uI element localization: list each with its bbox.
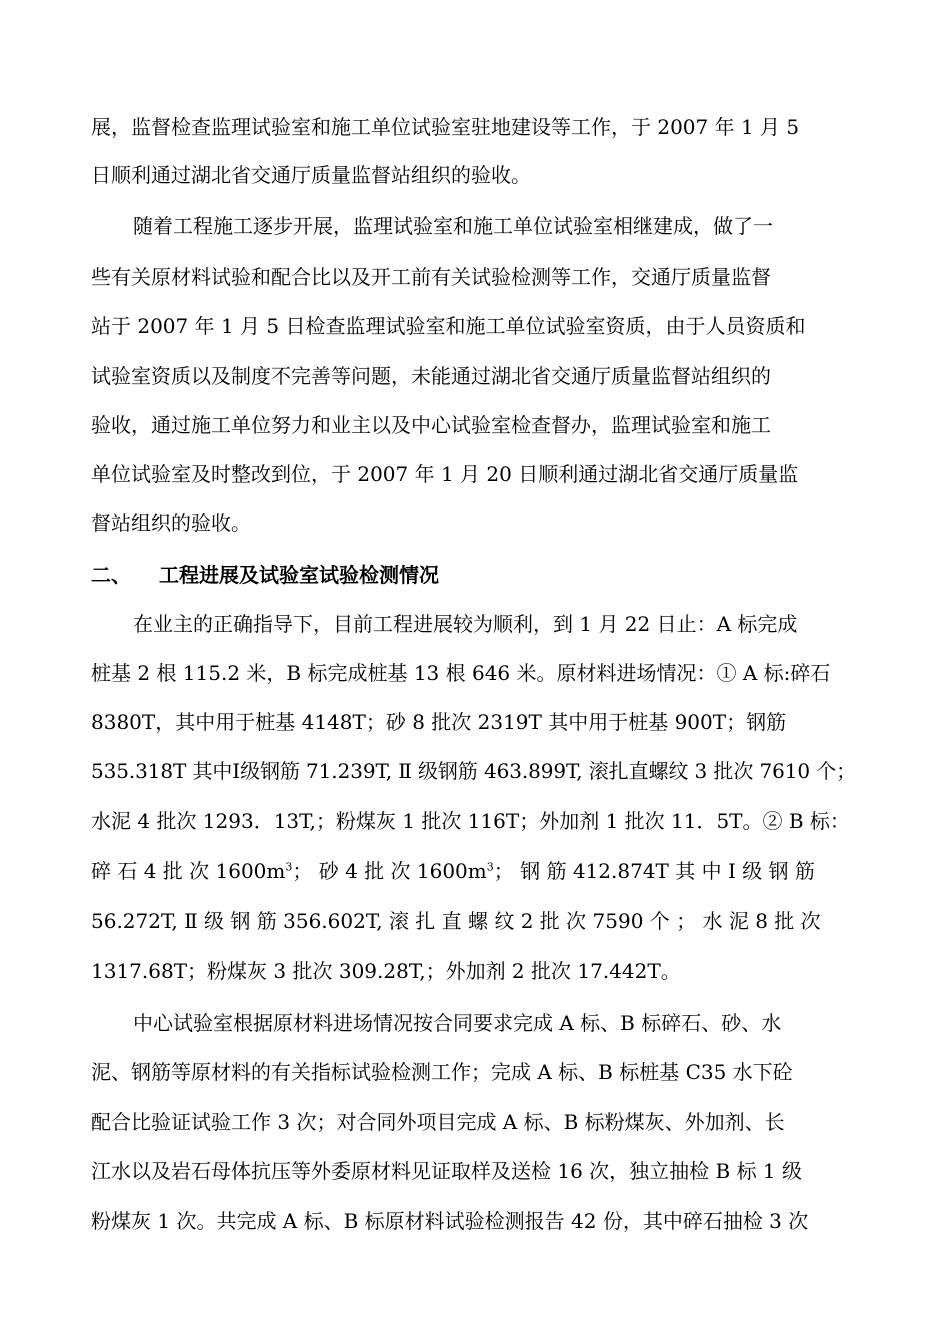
body-text-line: 验收，通过施工单位努力和业主以及中心试验室检查督办，监理试验室和施工 <box>91 413 771 437</box>
body-text-line: 单位试验室及时整改到位，于 2007 年 1 月 20 日顺利通过湖北省交通厅质量监 <box>91 462 799 486</box>
body-text-line: 江水以及岩石母体抗压等外委原材料见证取样及送检 16 次，独立抽检 B 标 1 级 <box>91 1159 803 1183</box>
body-text-line: 展，监督检查监理试验室和施工单位试验室驻地建设等工作，于 2007 年 1 月 5 <box>91 115 800 139</box>
section-title: 工程进展及试验室试验检测情况 <box>159 563 439 587</box>
paragraph-first-line: 随着工程施工逐步开展，监理试验室和施工单位试验室相继建成，做了一 <box>133 214 773 238</box>
section-heading <box>91 555 861 595</box>
body-text-line: 督站组织的验收。 <box>91 511 251 535</box>
superscript: 3 <box>285 860 293 874</box>
paragraph-first-line: 中心试验室根据原材料进场情况按合同要求完成 A 标、B 标碎石、砂、水 <box>133 1011 782 1035</box>
section-number: 二、 <box>91 563 131 587</box>
body-text-line: 水泥 4 批次 1293．13T,；粉煤灰 1 批次 116T；外加剂 1 批次 11．5T。② B 标： <box>91 809 850 833</box>
paragraph-first-line: 在业主的正确指导下，目前工程进展较为顺利，到 1 月 22 日止：A 标完成 <box>133 612 798 636</box>
text-fragment: ； 砂 4 批 次 1600m <box>292 859 487 883</box>
superscript: 3 <box>486 860 494 874</box>
text-fragment: 碎 石 4 批 次 1600m <box>91 859 286 883</box>
body-text-line: 泥、钢筋等原材料的有关指标试验检测工作；完成 A 标、B 标桩基 C35 水下砼 <box>91 1060 793 1084</box>
body-text-line <box>91 851 861 891</box>
body-text-line: 535.318T 其中Ⅰ级钢筋 71.239T, Ⅱ 级钢筋 463.899T, 滚扎直螺纹 3 批次 7610 个； <box>91 759 857 783</box>
body-text-line: 1317.68T；粉煤灰 3 批次 309.28T,；外加剂 2 批次 17.442T。 <box>91 959 681 983</box>
body-text-line: 56.272T, Ⅱ 级 钢 筋 356.602T, 滚 扎 直 螺 纹 2 批 次 7590 个 ； 水 泥 8 批 次 <box>91 909 821 933</box>
body-text-line: 站于 2007 年 1 月 5 日检查监理试验室和施工单位试验室资质，由于人员资质和 <box>91 314 806 338</box>
body-text-line: 桩基 2 根 115.2 米，B 标完成桩基 13 根 646 米。原材料进场情况：① A 标:碎石 <box>91 661 831 685</box>
body-text-line: 试验室资质以及制度不完善等问题，未能通过湖北省交通厅质量监督站组织的 <box>91 364 771 388</box>
body-text-line: 8380T，其中用于桩基 4148T；砂 8 批次 2319T 其中用于桩基 900T；钢筋 <box>91 710 787 734</box>
body-text-line: 配合比验证试验工作 3 次；对合同外项目完成 A 标、B 标粉煤灰、外加剂、长 <box>91 1110 785 1134</box>
body-text-line: 日顺利通过湖北省交通厅质量监督站组织的验收。 <box>91 163 531 187</box>
body-text-line: 粉煤灰 1 次。共完成 A 标、B 标原材料试验检测报告 42 份，其中碎石抽检 3 次 <box>91 1209 809 1233</box>
text-fragment: ； 钢 筋 412.874T 其 中 Ⅰ 级 钢 筋 <box>493 859 815 883</box>
body-text-line: 些有关原材料试验和配合比以及开工前有关试验检测等工作，交通厅质量监督 <box>91 265 771 289</box>
